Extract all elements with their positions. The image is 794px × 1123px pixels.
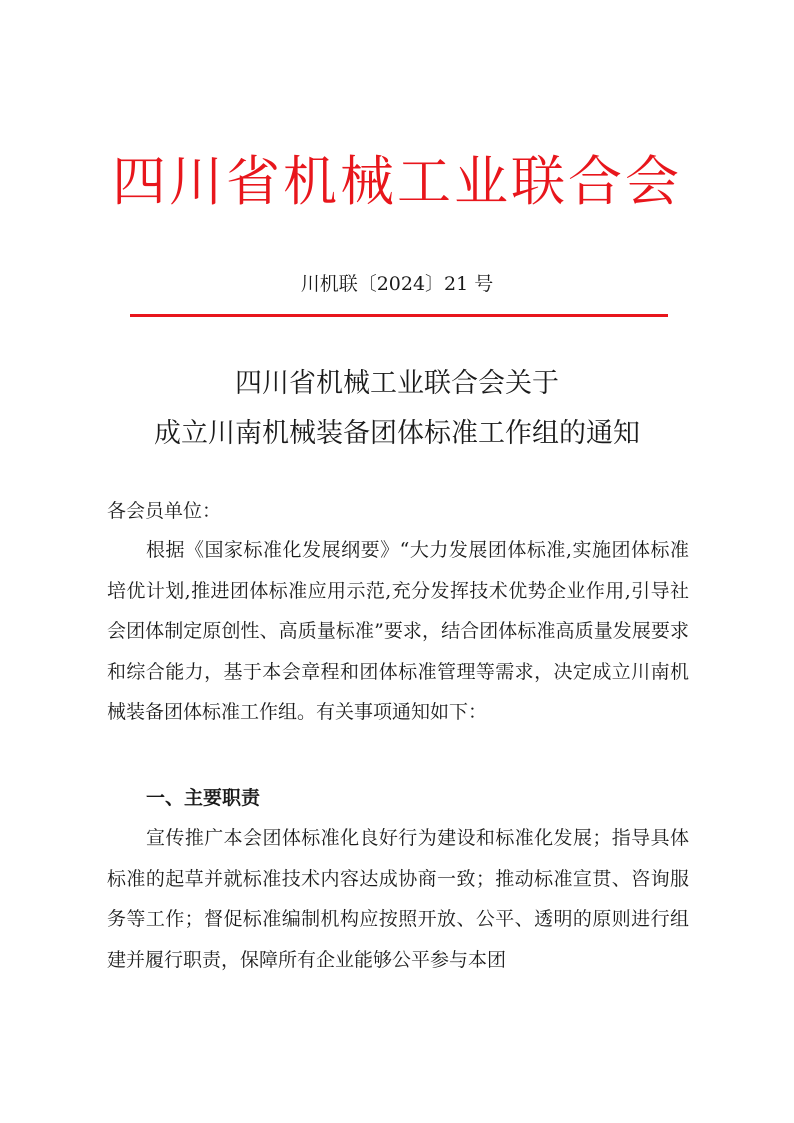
document-number: 川机联〔2024〕21 号 [300,273,494,295]
body-paragraph-intro: 根据《国家标准化发展纲要》“大力发展团体标准,实施团体标准培优计划,推进团体标准应用示范,充分发挥技术优势企业作用,引导社会团体制定原创性、高质量标准”要求，结合团体标准高质量发展要求和综合能力，基于本会章程和团体标准管理等需求，决定成立川南机械装备团体标准工作组。有关事项通知如下： [107,539,689,723]
salutation: 各会员单位： [107,500,222,522]
body-paragraph-duties: 宣传推广本会团体标准化良好行为建设和标准化发展；指导具体标准的起草并就标准技术内容达成协商一致；推动标准宣贯、咨询服务等工作；督促标准编制机构应按照开放、公平、透明的原则进行组建并履行职责，保障所有企业能够公平参与本团 [107,827,689,971]
section-heading-main-duties: 一、主要职责 [146,787,261,809]
organization-letterhead: 四川省机械工业联合会 [112,150,682,213]
document-title-line-2: 成立川南机械装备团体标准工作组的通知 [154,418,640,449]
red-divider-line [130,314,668,317]
document-title-line-1: 四川省机械工业联合会关于 [235,368,559,399]
